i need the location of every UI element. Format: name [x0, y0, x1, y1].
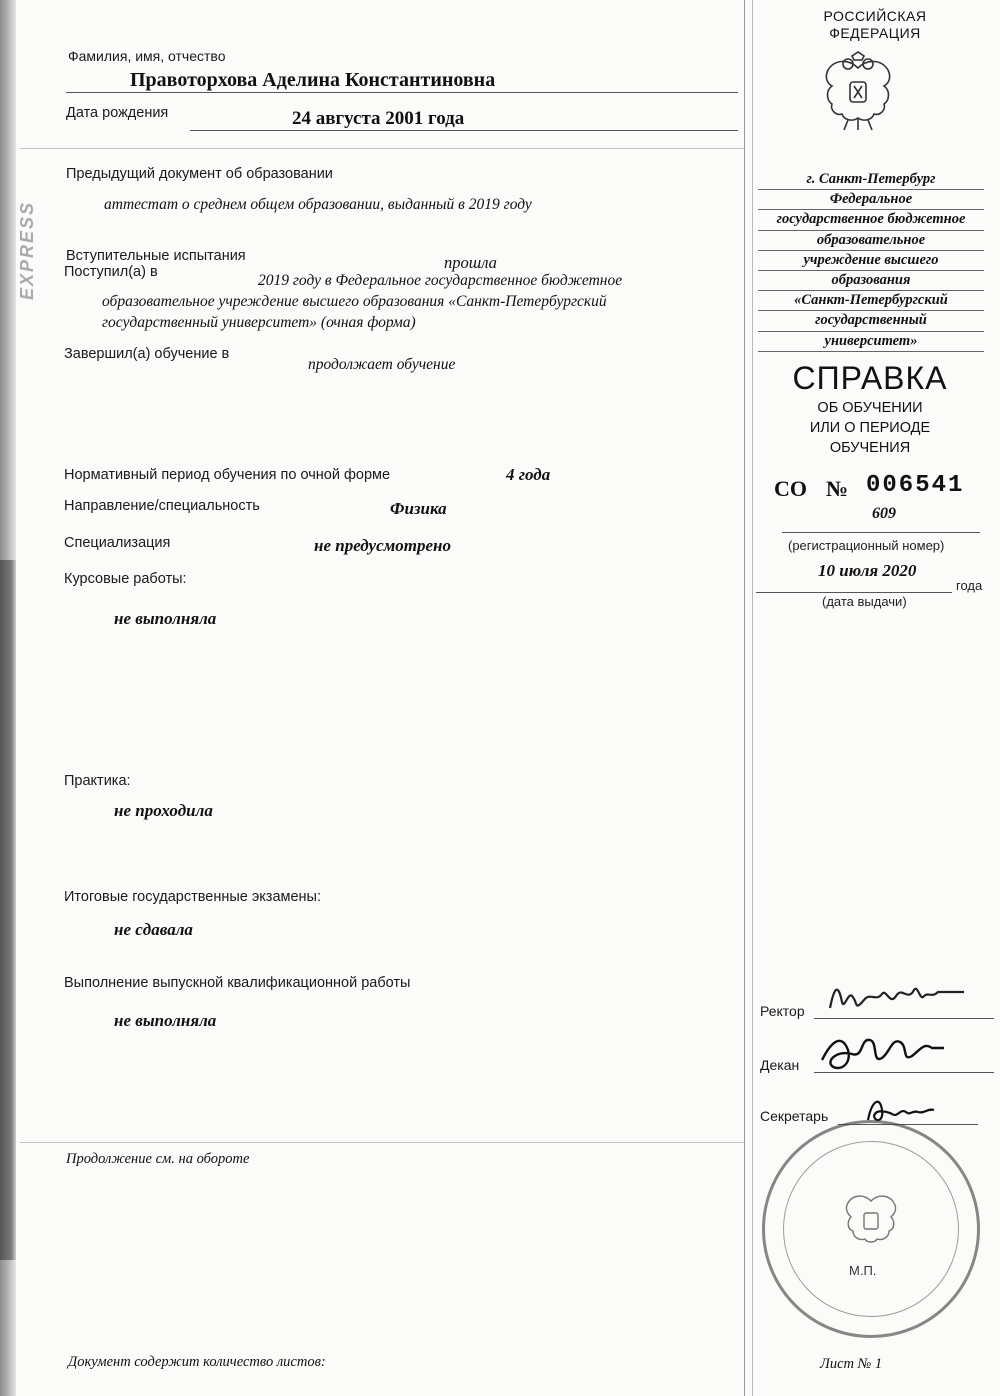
official-seal-icon — [762, 1120, 980, 1338]
binding-shadow — [0, 560, 16, 1260]
rector-signature-icon — [824, 972, 974, 1022]
country-line-2: ФЕДЕРАЦИЯ — [829, 25, 921, 41]
seal-eagle-icon — [843, 1189, 899, 1249]
birth-label: Дата рождения — [66, 105, 169, 121]
org-line: г. Санкт-Петербург — [758, 170, 984, 190]
reg-number: 609 — [872, 505, 896, 522]
birth-value: 24 августа 2001 года — [292, 108, 465, 129]
country-name — [790, 8, 960, 42]
dean-signature-icon — [812, 1020, 952, 1082]
subtitle-line-3: ОБУЧЕНИЯ — [829, 440, 911, 456]
org-line: университет» — [758, 332, 984, 352]
finished-value: продолжает обучение — [308, 356, 456, 373]
issue-date: 10 июля 2020 — [818, 561, 917, 580]
reg-number-caption: (регистрационный номер) — [788, 538, 945, 553]
thesis-value: не выполняла — [114, 1011, 217, 1030]
practice-label: Практика: — [64, 773, 131, 789]
period-label: Нормативный период обучения по очной форме — [64, 467, 391, 483]
fio-value: Правоторхова Аделина Константиновна — [130, 69, 496, 91]
specialization-label: Специализация — [64, 535, 171, 551]
coursework-label: Курсовые работы: — [64, 571, 187, 587]
fio-label: Фамилия, имя, отчество — [68, 48, 226, 64]
issue-date-caption: (дата выдачи) — [822, 594, 907, 609]
subtitle-line-2: ИЛИ О ПЕРИОДЕ — [809, 420, 931, 436]
coursework-value: не выполняла — [114, 609, 217, 628]
coat-of-arms-icon — [818, 50, 898, 134]
finished-label: Завершил(а) обучение в — [64, 346, 230, 362]
org-line: «Санкт-Петербургский — [758, 291, 984, 311]
admitted-line-1: 2019 году в Федеральное государственное бюджетное — [258, 272, 623, 289]
sheets-note: Документ содержит количество листов: — [68, 1354, 326, 1370]
subtitle-line-1: ОБ ОБУЧЕНИИ — [817, 400, 923, 416]
number-sign: № — [826, 476, 849, 501]
entrance-value: прошла — [444, 253, 497, 272]
seal-mp: М.П. — [849, 1263, 877, 1278]
exams-value: не сдавала — [114, 920, 193, 939]
dean-label: Декан — [760, 1057, 800, 1073]
continued-note: Продолжение см. на обороте — [66, 1151, 250, 1167]
country-line-1: РОССИЙСКАЯ — [823, 8, 927, 24]
organization-block — [758, 170, 984, 352]
entrance-label: Вступительные испытания — [66, 248, 246, 264]
side-print: EXPRESS — [17, 200, 38, 301]
exams-label: Итоговые государственные экзамены: — [64, 889, 321, 905]
secretary-label: Секретарь — [760, 1108, 829, 1124]
prev-doc-value: аттестат о среднем общем образовании, выданный в 2019 году — [104, 196, 532, 213]
admitted-label: Поступил(а) в — [64, 264, 158, 280]
org-line: учреждение высшего — [758, 251, 984, 271]
admitted-line-2: образовательное учреждение высшего образования «Санкт-Петербургский — [102, 293, 607, 310]
series-code: СО — [774, 476, 807, 501]
column-divider — [744, 0, 745, 1396]
period-value: 4 года — [506, 465, 551, 484]
org-line: государственный — [758, 311, 984, 331]
document-number: 006541 — [866, 472, 965, 499]
document-subtitle — [770, 398, 970, 458]
org-line: государственное бюджетное — [758, 210, 984, 230]
direction-value: Физика — [390, 499, 447, 518]
rector-label: Ректор — [760, 1003, 805, 1019]
issue-year-suffix: года — [956, 578, 983, 593]
column-divider-2 — [752, 0, 753, 1396]
specialization-value: не предусмотрено — [314, 536, 451, 555]
footer-divider — [20, 1142, 744, 1143]
org-line: образовательное — [758, 231, 984, 251]
org-line: Федеральное — [758, 190, 984, 210]
header-divider — [20, 148, 744, 149]
prev-doc-label: Предыдущий документ об образовании — [66, 166, 333, 182]
thesis-label: Выполнение выпускной квалификационной работы — [64, 975, 411, 991]
document-title: СПРАВКА — [792, 360, 948, 396]
org-line: образования — [758, 271, 984, 291]
direction-label: Направление/специальность — [64, 498, 260, 514]
admitted-line-3: государственный университет» (очная форма) — [102, 314, 416, 331]
practice-value: не проходила — [114, 801, 213, 820]
sheet-number: Лист № 1 — [820, 1356, 883, 1372]
